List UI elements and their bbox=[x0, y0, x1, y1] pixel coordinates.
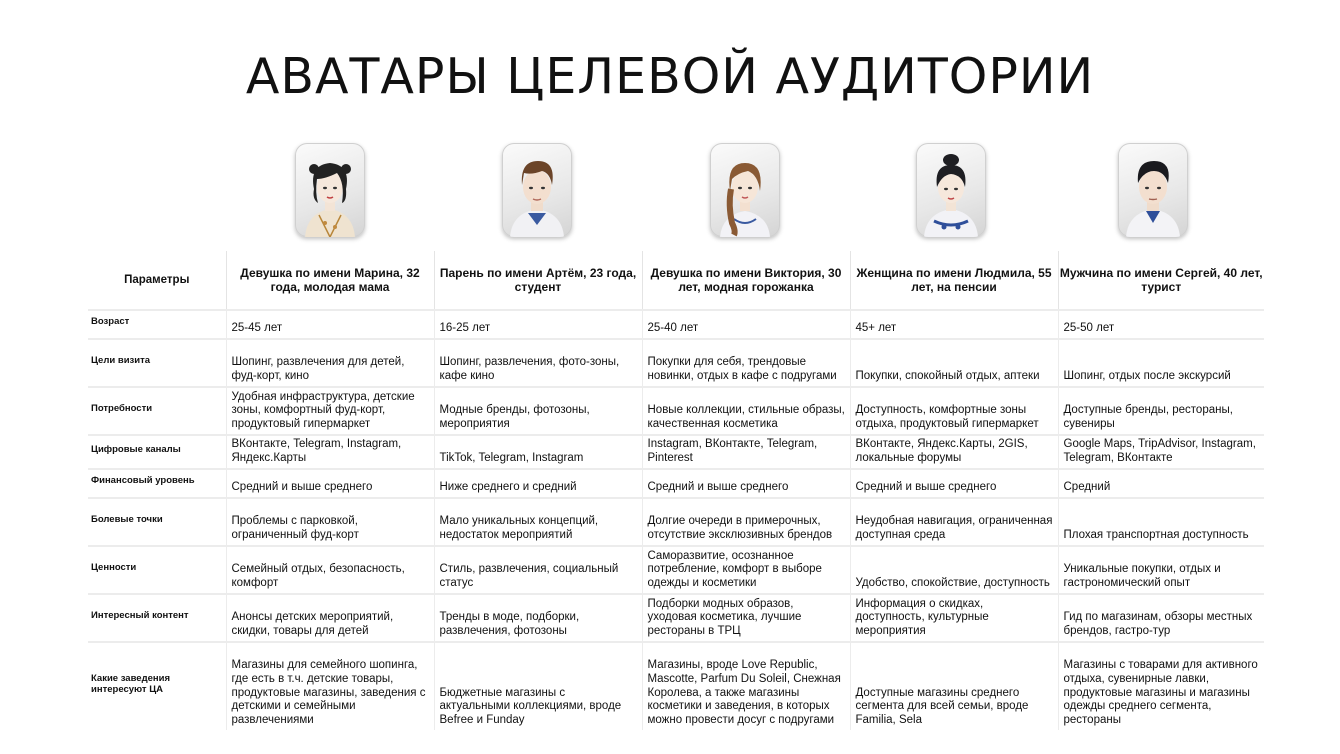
avatar-viktoria bbox=[710, 143, 780, 237]
table-cell: Магазины, вроде Love Republic, Mascotte, Parfum Du Soleil, Снежная Королева, а также магазины косметики и заведения, в которых можно провести досуг с подругами bbox=[642, 642, 850, 730]
header-lyudmila: Женщина по имени Людмила, 55 лет, на пенсии bbox=[850, 251, 1058, 310]
table-cell: Подборки модных образов, уходовая косметика, лучшие рестораны в ТРЦ bbox=[642, 594, 850, 642]
table-row bbox=[88, 469, 1264, 498]
table-row bbox=[88, 594, 1264, 642]
table-cell: TikTok, Telegram, Instagram bbox=[434, 435, 642, 469]
table-cell: Неудобная навигация, ограниченная доступная среда bbox=[850, 498, 1058, 546]
table-header-row bbox=[88, 251, 1264, 310]
table-row bbox=[88, 310, 1264, 339]
table-cell: Покупки, спокойный отдых, аптеки bbox=[850, 339, 1058, 387]
table-cell: Информация о скидках, доступность, культурные мероприятия bbox=[850, 594, 1058, 642]
header-sergey: Мужчина по имени Сергей, 40 лет, турист bbox=[1059, 266, 1263, 294]
table-cell: Магазины с товарами для активного отдыха, сувенирные лавки, продуктовые магазины и магазины одежды среднего сегмента, рестораны bbox=[1058, 642, 1264, 730]
table-cell: Мало уникальных концепций, недостаток мероприятий bbox=[434, 498, 642, 546]
page-title: АВАТАРЫ ЦЕЛЕВОЙ АУДИТОРИИ bbox=[245, 48, 1095, 105]
table-cell: Стиль, развлечения, социальный статус bbox=[434, 546, 642, 594]
table-cell: Ниже среднего и средний bbox=[434, 469, 642, 498]
table-cell: Шопинг, отдых после экскурсий bbox=[1058, 339, 1264, 387]
row-label: Ценности bbox=[88, 546, 226, 594]
table-cell: Модные бренды, фотозоны, мероприятия bbox=[434, 387, 642, 435]
table-cell: Уникальные покупки, отдых и гастрономический опыт bbox=[1058, 546, 1264, 594]
table-cell: Покупки для себя, трендовые новинки, отдых в кафе с подругами bbox=[642, 339, 850, 387]
table-cell: Новые коллекции, стильные образы, качественная косметика bbox=[642, 387, 850, 435]
table-row bbox=[88, 339, 1264, 387]
table-cell: Плохая транспортная доступность bbox=[1058, 498, 1264, 546]
table-cell: Анонсы детских мероприятий, скидки, товары для детей bbox=[226, 594, 434, 642]
table-row bbox=[88, 498, 1264, 546]
table-cell: Шопинг, развлечения, фото-зоны, кафе кино bbox=[434, 339, 642, 387]
table-cell: Instagram, ВКонтакте, Telegram, Pinterest bbox=[642, 435, 850, 469]
row-label: Потребности bbox=[88, 387, 226, 435]
avatar-sergey bbox=[1118, 143, 1188, 237]
table-cell: Доступные бренды, рестораны, сувениры bbox=[1058, 387, 1264, 435]
table-cell: Гид по магазинам, обзоры местных брендов, гастро-тур bbox=[1058, 594, 1264, 642]
table-cell: Тренды в моде, подборки, развлечения, фотозоны bbox=[434, 594, 642, 642]
table-cell: Шопинг, развлечения для детей, фуд-корт, кино bbox=[226, 339, 434, 387]
table-cell: ВКонтакте, Telegram, Instagram, Яндекс.Карты bbox=[226, 435, 434, 469]
header-parameters: Параметры bbox=[88, 251, 226, 310]
table-cell: 25-40 лет bbox=[642, 310, 850, 339]
header-artem: Парень по имени Артём, 23 года, студент bbox=[434, 251, 642, 310]
table-cell: Средний bbox=[1058, 469, 1264, 498]
row-label: Интересный контент bbox=[88, 594, 226, 642]
audience-table bbox=[88, 251, 1264, 730]
table-cell: 25-50 лет bbox=[1058, 310, 1264, 339]
table-cell: Удобство, спокойствие, доступность bbox=[850, 546, 1058, 594]
table-cell: Средний и выше среднего bbox=[226, 469, 434, 498]
table-row bbox=[88, 642, 1264, 730]
avatar-marina bbox=[295, 143, 365, 237]
table-cell: ВКонтакте, Яндекс.Карты, 2GIS, локальные форумы bbox=[850, 435, 1058, 469]
table-cell: Доступные магазины среднего сегмента для всей семьи, вроде Familia, Sela bbox=[850, 642, 1058, 730]
table-cell: Удобная инфраструктура, детские зоны, комфортный фуд-корт, продуктовый гипермаркет bbox=[226, 387, 434, 435]
row-label: Цели визита bbox=[88, 339, 226, 387]
row-label: Цифровые каналы bbox=[88, 435, 226, 469]
table-cell: Доступность, комфортные зоны отдыха, продуктовый гипермаркет bbox=[850, 387, 1058, 435]
table-cell: 25-45 лет bbox=[226, 310, 434, 339]
table-cell: Саморазвитие, осознанное потребление, комфорт в выборе одежды и косметики bbox=[642, 546, 850, 594]
row-label: Возраст bbox=[88, 310, 226, 339]
table-cell: Магазины для семейного шопинга, где есть в т.ч. детские товары, продуктовые магазины, заведения с детскими и семейными развлечениями bbox=[226, 642, 434, 730]
table-row bbox=[88, 435, 1264, 469]
table-cell: Google Maps, TripAdvisor, Instagram, Telegram, ВКонтакте bbox=[1058, 435, 1264, 469]
row-label: Какие заведения интересуют ЦА bbox=[88, 642, 226, 730]
header-viktoria: Девушка по имени Виктория, 30 лет, модная горожанка bbox=[642, 251, 850, 310]
table-cell: Бюджетные магазины с актуальными коллекциями, вроде Befree и Funday bbox=[434, 642, 642, 730]
header-marina: Девушка по имени Марина, 32 года, молодая мама bbox=[226, 251, 434, 310]
table-cell: Долгие очереди в примерочных, отсутствие эксклюзивных брендов bbox=[642, 498, 850, 546]
row-label: Финансовый уровень bbox=[88, 469, 226, 498]
table-cell: Проблемы с парковкой, ограниченный фуд-корт bbox=[226, 498, 434, 546]
table-cell: Средний и выше среднего bbox=[642, 469, 850, 498]
avatar-artem bbox=[502, 143, 572, 237]
table-cell: Средний и выше среднего bbox=[850, 469, 1058, 498]
avatar-lyudmila bbox=[916, 143, 986, 237]
table-row bbox=[88, 387, 1264, 435]
table-cell: 16-25 лет bbox=[434, 310, 642, 339]
table-row bbox=[88, 546, 1264, 594]
row-label: Болевые точки bbox=[88, 498, 226, 546]
table-cell: Семейный отдых, безопасность, комфорт bbox=[226, 546, 434, 594]
table-cell: 45+ лет bbox=[850, 310, 1058, 339]
